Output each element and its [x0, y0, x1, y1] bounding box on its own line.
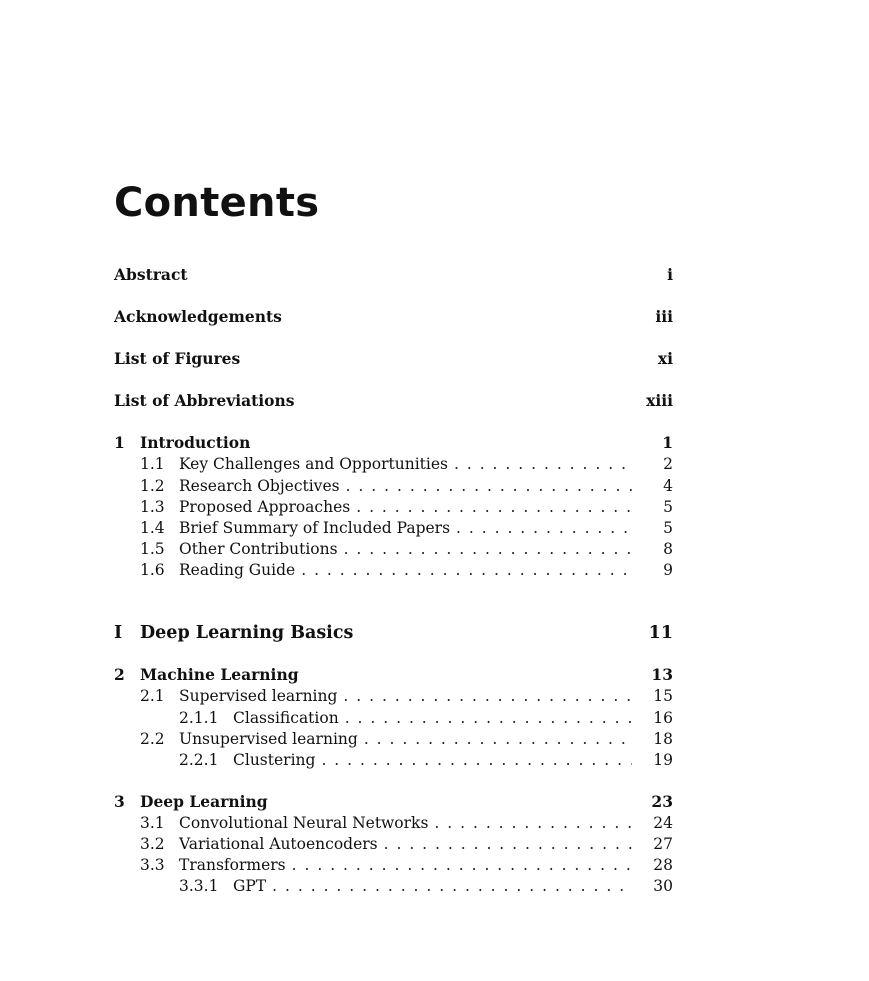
toc-section[interactable] — [114, 497, 673, 517]
toc-section[interactable] — [114, 518, 673, 538]
toc-subsection[interactable] — [114, 708, 673, 728]
toc-part-1[interactable] — [114, 621, 673, 645]
toc-chapter-1[interactable] — [114, 433, 673, 453]
toc-chapter-page: 1 — [662, 433, 673, 452]
toc-subsection-label: GPT — [233, 877, 267, 895]
toc-section-page: 5 — [663, 519, 673, 537]
toc-section-label: Proposed Approaches — [179, 498, 351, 516]
dot-leader — [384, 834, 632, 854]
toc-entry-page: i — [667, 265, 673, 284]
toc-section[interactable] — [114, 729, 673, 749]
dot-leader — [356, 497, 632, 517]
toc-subsection-number: 2.1.1 — [179, 709, 219, 727]
toc-section[interactable] — [114, 686, 673, 706]
toc-section-label: Research Objectives — [179, 477, 340, 495]
toc-section-page: 9 — [663, 561, 673, 579]
toc-subsection-label: Classification — [233, 709, 339, 727]
toc-section-label: Key Challenges and Opportunities — [179, 455, 448, 473]
toc-section-page: 18 — [653, 730, 673, 748]
toc-chapter-2[interactable] — [114, 665, 673, 685]
toc-entry-page: iii — [655, 307, 673, 326]
toc-section[interactable] — [114, 560, 673, 580]
toc-section[interactable] — [114, 813, 673, 833]
toc-section-label: Transformers — [179, 856, 286, 874]
toc-chapter-page: 13 — [651, 665, 673, 684]
toc-section-page: 5 — [663, 498, 673, 516]
toc-section-page: 4 — [663, 477, 673, 495]
toc-section-number: 1.3 — [140, 498, 165, 516]
toc-subsection-number: 3.3.1 — [179, 877, 219, 895]
toc-subsection-page: 30 — [653, 877, 673, 895]
toc-section-number: 3.3 — [140, 856, 165, 874]
toc-section-label: Convolutional Neural Networks — [179, 814, 429, 832]
toc-chapter-page: 23 — [651, 792, 673, 811]
dot-leader — [454, 454, 632, 474]
toc-section[interactable] — [114, 476, 673, 496]
dot-leader — [344, 539, 632, 559]
toc-subsection-number: 2.2.1 — [179, 751, 219, 769]
toc-chapter-label: Deep Learning — [140, 792, 268, 811]
dot-leader — [301, 560, 632, 580]
toc-chapter-label: Machine Learning — [140, 665, 299, 684]
toc-entry-page: xi — [657, 349, 673, 368]
toc-section-number: 3.1 — [140, 814, 165, 832]
dot-leader — [346, 476, 632, 496]
dot-leader — [434, 813, 632, 833]
toc-section[interactable] — [114, 454, 673, 474]
toc-section-page: 8 — [663, 540, 673, 558]
toc-entry-list-of-figures[interactable] — [114, 349, 673, 369]
toc-section[interactable] — [114, 855, 673, 875]
toc-section-number: 2.1 — [140, 687, 165, 705]
toc-chapter-number: 2 — [114, 665, 125, 684]
toc-entry-label: List of Figures — [114, 349, 241, 368]
toc-entry-label: Abstract — [114, 265, 188, 284]
toc-section-number: 3.2 — [140, 835, 165, 853]
toc-section-label: Other Contributions — [179, 540, 338, 558]
toc-section-number: 2.2 — [140, 730, 165, 748]
toc-subsection-page: 16 — [653, 709, 673, 727]
toc-entry-acknowledgements[interactable] — [114, 307, 673, 327]
dot-leader — [321, 750, 632, 770]
toc-section-page: 15 — [653, 687, 673, 705]
toc-section-number: 1.1 — [140, 455, 165, 473]
dot-leader — [292, 855, 632, 875]
toc-chapter-label: Introduction — [140, 433, 251, 452]
toc-subsection-label: Clustering — [233, 751, 316, 769]
dot-leader — [456, 518, 632, 538]
toc-section-number: 1.2 — [140, 477, 165, 495]
toc-section-number: 1.5 — [140, 540, 165, 558]
dot-leader — [364, 729, 632, 749]
toc-section-label: Unsupervised learning — [179, 730, 358, 748]
toc-section-label: Supervised learning — [179, 687, 338, 705]
toc-section-page: 27 — [653, 835, 673, 853]
toc-part-page: 11 — [648, 623, 673, 643]
toc-entry-label: List of Abbreviations — [114, 391, 295, 410]
toc-section[interactable] — [114, 539, 673, 559]
toc-subsection[interactable] — [114, 876, 673, 896]
toc-section-number: 1.4 — [140, 519, 165, 537]
toc-section-page: 28 — [653, 856, 673, 874]
toc-section-label: Brief Summary of Included Papers — [179, 519, 451, 537]
dot-leader — [345, 708, 632, 728]
toc-section-number: 1.6 — [140, 561, 165, 579]
toc-chapter-number: 3 — [114, 792, 125, 811]
toc-section-label: Variational Autoencoders — [179, 835, 378, 853]
dot-leader — [272, 876, 632, 896]
toc-part-label: Deep Learning Basics — [140, 623, 354, 643]
page-title: Contents — [114, 180, 320, 226]
toc-section-label: Reading Guide — [179, 561, 296, 579]
toc-section-page: 2 — [663, 455, 673, 473]
toc-entry-abstract[interactable] — [114, 265, 673, 285]
toc-entry-page: xiii — [646, 391, 673, 410]
toc-part-number: I — [114, 623, 123, 643]
toc-subsection-page: 19 — [653, 751, 673, 769]
toc-chapter-number: 1 — [114, 433, 125, 452]
toc-section-page: 24 — [653, 814, 673, 832]
toc-subsection[interactable] — [114, 750, 673, 770]
toc-chapter-3[interactable] — [114, 792, 673, 812]
dot-leader — [343, 686, 632, 706]
toc-entry-label: Acknowledgements — [114, 307, 282, 326]
toc-section[interactable] — [114, 834, 673, 854]
toc-entry-list-of-abbreviations[interactable] — [114, 391, 673, 411]
